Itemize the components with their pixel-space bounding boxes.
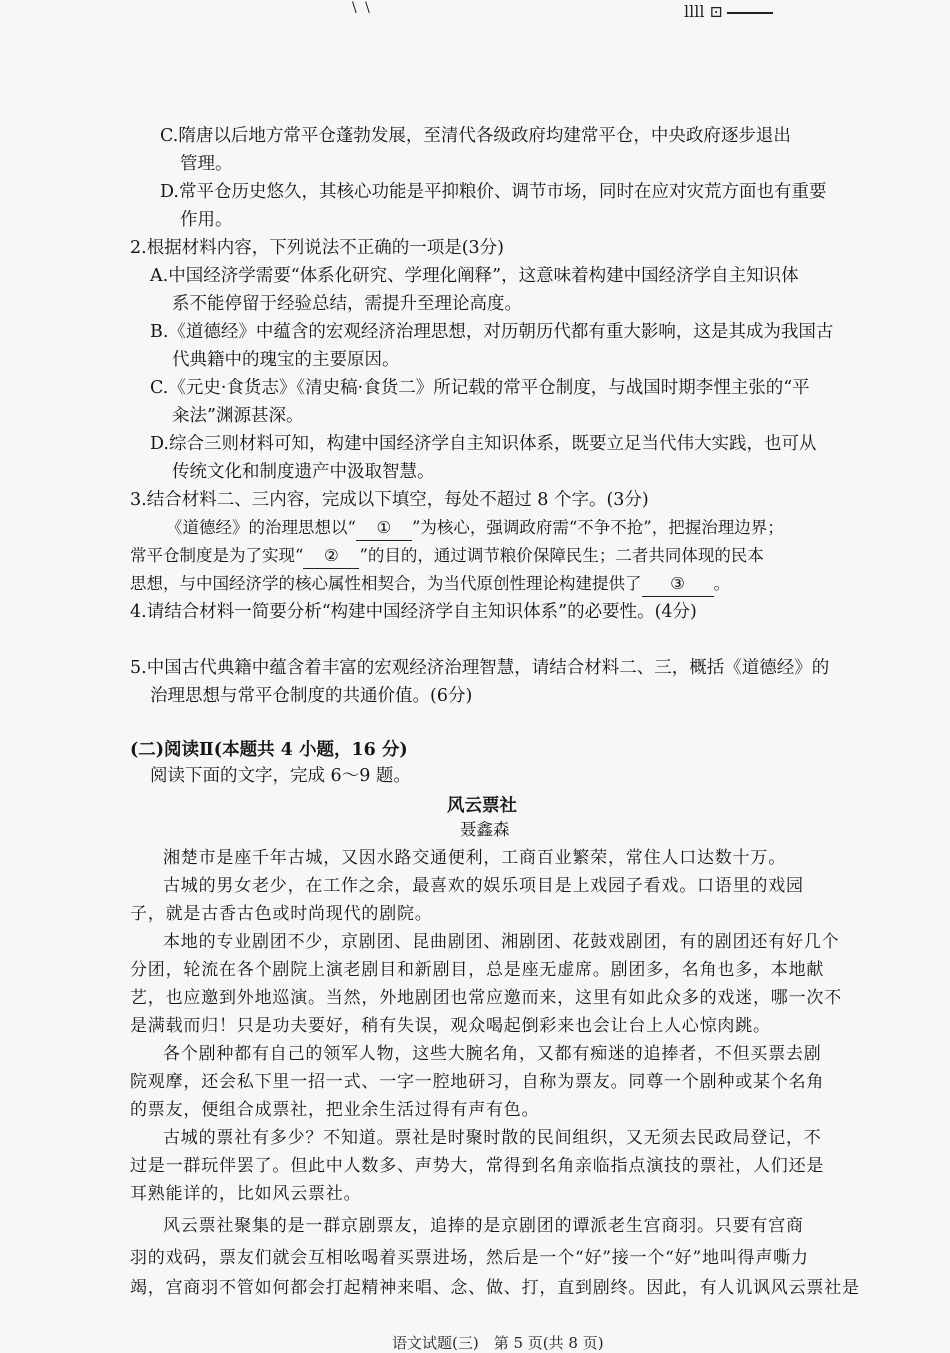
q2-option-c-line2: 籴法”渊源甚深。 <box>172 406 304 426</box>
q2-option-d-line1: D.综合三则材料可知，构建中国经济学自主知识体系，既要立足当代伟大实践，也可从 <box>150 434 817 454</box>
q3-blank-1: ① <box>356 516 412 541</box>
q3-fill-line2 <box>130 544 764 569</box>
section-2-instruction: 阅读下面的文字，完成 6～9 题。 <box>150 766 411 786</box>
story-line: 风云票社聚集的是一群京剧票友，追捧的是京剧团的谭派老生宫商羽。只要有宫商 <box>163 1216 804 1236</box>
q2-option-a-line1: A.中国经济学需要“体系化研究、学理化阐释”，这意味着构建中国经济学自主知识体 <box>150 266 799 286</box>
story-line: 子，就是古香古色或时尚现代的剧院。 <box>130 904 433 924</box>
q3-fill-line1 <box>166 516 784 541</box>
page-footer: 语文试题(三) 第 5 页(共 8 页) <box>392 1334 604 1352</box>
story-line: 的票友，便组合成票社，把业余生活过得有声有色。 <box>130 1100 540 1120</box>
q3-line2-end: ”的目的，通过调节粮价保障民生；二者共同体现的民本 <box>359 546 764 565</box>
story-title: 风云票社 <box>447 796 517 816</box>
scan-mark-right-text: llll ⊡ <box>684 2 723 21</box>
q1-option-c-line1: C.隋唐以后地方常平仓蓬勃发展，至清代各级政府均建常平仓，中央政府逐步退出 <box>160 126 791 146</box>
q3-blank-3: ③ <box>642 572 714 597</box>
q3-line1-end: ”为核心，强调政府需“不争不抢”，把握治理边界； <box>411 518 784 537</box>
q5-stem-line2: 治理思想与常平仓制度的共通价值。(6分) <box>150 686 473 706</box>
story-author: 聂鑫森 <box>460 820 510 839</box>
story-line: 是满载而归！只是功夫要好，稍有失误，观众喝起倒彩来也会让台上人心惊肉跳。 <box>130 1016 771 1036</box>
story-line: 艺，也应邀到外地巡演。当然，外地剧团也常应邀而来，这里有如此众多的戏迷，哪一次不 <box>130 988 842 1008</box>
q2-stem: 2.根据材料内容，下列说法不正确的一项是(3分) <box>130 238 504 258</box>
story-line: 古城的男女老少，在工作之余，最喜欢的娱乐项目是上戏园子看戏。口语里的戏园 <box>163 876 804 896</box>
story-line: 院观摩，还会私下里一招一式、一字一腔地研习，自称为票友。同尊一个剧种或某个名角 <box>130 1072 825 1092</box>
story-line: 古城的票社有多少？不知道。票社是时聚时散的民间组织，又无须去民政局登记，不 <box>163 1128 822 1148</box>
q2-option-c-line1: C.《元史·食货志》《清史稿·食货二》所记载的常平仓制度，与战国时期李悝主张的“平 <box>150 378 810 398</box>
story-line: 羽的戏码，票友们就会互相吆喝着买票进场，然后是一个“好”接一个“好”地叫得声嘶力 <box>130 1248 809 1268</box>
story-line: 湘楚市是座千年古城，又因水路交通便利，工商百业繁荣，常住人口达数十万。 <box>163 848 786 868</box>
q1-option-d-line2: 作用。 <box>180 210 233 230</box>
q3-stem: 3.结合材料二、三内容，完成以下填空，每处不超过 8 个字。(3分) <box>130 490 649 510</box>
story-line: 竭，宫商羽不管如何都会打起精神来唱、念、做、打，直到剧终。因此，有人讥讽风云票社是 <box>130 1278 860 1298</box>
scan-mark-right <box>684 2 773 21</box>
scan-mark-left: \ \ <box>352 0 372 16</box>
q3-line3-start: 思想，与中国经济学的核心属性相契合，为当代原创性理论构建提供了 <box>130 574 642 593</box>
q2-option-b-line1: B.《道德经》中蕴含的宏观经济治理思想，对历朝历代都有重大影响，这是其成为我国古 <box>150 322 834 342</box>
story-line: 各个剧种都有自己的领军人物，这些大腕名角，又都有痴迷的追捧者，不但买票去剧 <box>163 1044 822 1064</box>
q3-fill-line3 <box>130 572 730 597</box>
q3-line2-start: 常平仓制度是为了实现“ <box>130 546 304 565</box>
story-line: 本地的专业剧团不少，京剧团、昆曲剧团、湘剧团、花鼓戏剧团，有的剧团还有好几个 <box>163 932 840 952</box>
q5-stem-line1: 5.中国古代典籍中蕴含着丰富的宏观经济治理智慧，请结合材料二、三，概括《道德经》的 <box>130 658 830 678</box>
story-line: 过是一群玩伴罢了。但此中人数多、声势大，常得到名角亲临指点演技的票社，人们还是 <box>130 1156 825 1176</box>
q1-option-d-line1: D.常平仓历史悠久，其核心功能是平抑粮价、调节市场，同时在应对灾荒方面也有重要 <box>160 182 827 202</box>
q4-stem: 4.请结合材料一简要分析“构建中国经济学自主知识体系”的必要性。(4分) <box>130 602 697 622</box>
q2-option-b-line2: 代典籍中的瑰宝的主要原因。 <box>172 350 400 370</box>
q2-option-a-line2: 系不能停留于经验总结，需提升至理论高度。 <box>172 294 522 314</box>
q2-option-d-line2: 传统文化和制度遗产中汲取智慧。 <box>172 462 435 482</box>
q3-blank-2: ② <box>303 544 359 569</box>
section-2-heading: (二)阅读Ⅱ(本题共 4 小题，16 分) <box>130 740 408 760</box>
story-line: 耳熟能详的，比如风云票社。 <box>130 1184 362 1204</box>
story-line: 分团，轮流在各个剧院上演老剧目和新剧目，总是座无虚席。剧团多，名角也多，本地献 <box>130 960 825 980</box>
q3-line1-start: 《道德经》的治理思想以“ <box>166 518 356 537</box>
q3-line3-end: 。 <box>713 574 730 593</box>
q1-option-c-line2: 管理。 <box>180 154 233 174</box>
